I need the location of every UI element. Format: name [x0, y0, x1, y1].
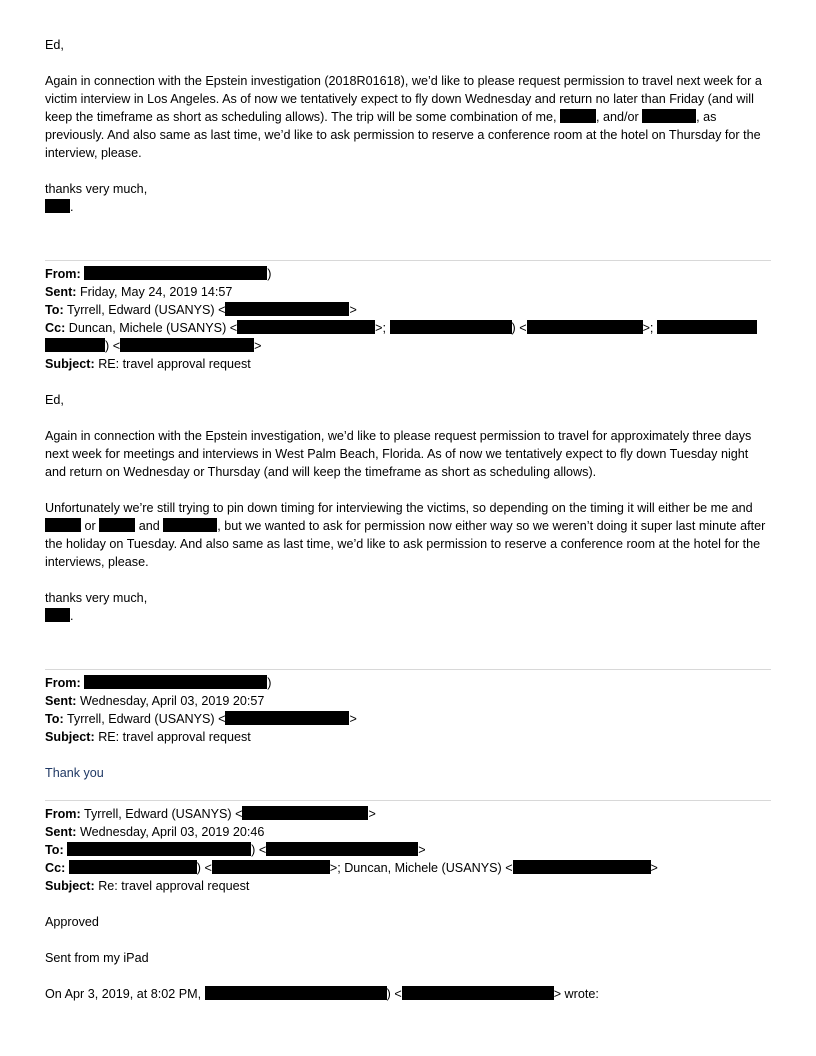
text-fragment: ) — [267, 676, 272, 690]
text-fragment: , as previously. And also same as last time, we’d like to ask permission to reserve a conference room at the hotel on Thursday for the interview, please. — [45, 110, 761, 160]
text-fragment: >; — [642, 321, 657, 335]
greeting: Ed, — [45, 38, 64, 52]
text-fragment: Wednesday, April 03, 2019 20:46 — [79, 825, 265, 839]
text-fragment: , but we wanted to ask for permission now either way so we weren’t doing it super last minute after the holiday on Tuesday. And also same as last time, we’d like to ask permission to reserve a conference room at the hotel for the interviews, please. — [45, 519, 766, 569]
redaction-box — [69, 860, 197, 874]
text-fragment: Duncan, Michele (USANYS) < — [68, 321, 238, 335]
header-label: To: — [45, 303, 64, 317]
quote-attribution — [45, 985, 771, 1003]
redaction-box — [120, 338, 254, 352]
text-fragment: , and/or — [595, 110, 643, 124]
cc-line — [45, 319, 771, 355]
redaction-box — [560, 109, 596, 123]
header-label: From: — [45, 267, 81, 281]
redaction-box — [212, 860, 330, 874]
subject-line — [45, 355, 771, 373]
redaction-box — [163, 518, 217, 532]
body-paragraph: Again in connection with the Epstein investigation, we’d like to please request permission to travel for approximately three days next week for meetings and interviews in West Palm Beach, Florida. As of now we tentatively expect to fly down Tuesday night and return on Wednesday or Thursday (and will keep the timeframe as short as scheduling allows). — [45, 429, 752, 479]
header-label: To: — [45, 843, 64, 857]
signature — [45, 607, 771, 625]
closing: thanks very much, — [45, 182, 148, 196]
text-fragment: Tyrrell, Edward (USANYS) < — [66, 712, 226, 726]
signature — [45, 198, 771, 216]
redaction-box — [657, 320, 757, 334]
header-label: Sent: — [45, 285, 77, 299]
from-line — [45, 265, 771, 283]
redaction-box — [67, 842, 251, 856]
redaction-box — [225, 302, 349, 316]
text-fragment: or — [81, 519, 100, 533]
header-label: Sent: — [45, 694, 77, 708]
body-paragraph — [45, 499, 771, 571]
redaction-box — [84, 266, 267, 280]
header-label: To: — [45, 712, 64, 726]
redaction-box — [45, 199, 70, 213]
text-fragment: and — [135, 519, 164, 533]
text-fragment: > — [349, 303, 357, 317]
reply-body: Thank you — [45, 766, 104, 780]
email-document — [45, 36, 771, 1003]
redaction-box — [513, 860, 651, 874]
redaction-box — [527, 320, 643, 334]
redaction-box — [84, 675, 267, 689]
text-fragment: ) < — [251, 843, 267, 857]
redaction-box — [45, 518, 81, 532]
text-fragment: >; Duncan, Michele (USANYS) < — [329, 861, 513, 875]
text-fragment: Unfortunately we’re still trying to pin down timing for interviewing the victims, so depending on the timing it will either be me and — [45, 501, 753, 515]
header-label: Subject: — [45, 730, 95, 744]
redaction-box — [225, 711, 349, 725]
from-line — [45, 805, 771, 823]
text-fragment: ) < — [105, 339, 121, 353]
header-label: Cc: — [45, 321, 66, 335]
cc-line — [45, 859, 771, 877]
redaction-box — [99, 518, 135, 532]
text-fragment: Again in connection with the Epstein investigation (2018R01618), we’d like to please request permission to travel next week for a victim interview in Los Angeles. As of now we tentatively expect to fly down Wednesday and return no later than Friday (and will keep the timeframe as short as scheduling allows). The trip will be some combination of me, — [45, 74, 762, 124]
text-fragment: Tyrrell, Edward (USANYS) < — [66, 303, 226, 317]
redaction-box — [242, 806, 368, 820]
redaction-box — [642, 109, 696, 123]
redaction-box — [237, 320, 375, 334]
header-label: Sent: — [45, 825, 77, 839]
sent-line — [45, 823, 771, 841]
text-fragment: >; — [375, 321, 390, 335]
mobile-signature: Sent from my iPad — [45, 951, 149, 965]
text-fragment: > — [349, 712, 357, 726]
redaction-box — [402, 986, 554, 1000]
header-label: Cc: — [45, 861, 66, 875]
redaction-box — [205, 986, 387, 1000]
subject-line — [45, 877, 771, 895]
to-line — [45, 301, 771, 319]
redaction-box — [266, 842, 418, 856]
closing: thanks very much, — [45, 591, 148, 605]
redaction-box — [45, 608, 70, 622]
body-paragraph — [45, 72, 771, 162]
text-fragment: > wrote: — [553, 987, 599, 1001]
text-fragment: > — [254, 339, 262, 353]
text-fragment: Friday, May 24, 2019 14:57 — [79, 285, 233, 299]
text-fragment: ) < — [386, 987, 402, 1001]
text-fragment: ) < — [511, 321, 527, 335]
to-line — [45, 710, 771, 728]
greeting: Ed, — [45, 393, 64, 407]
redaction-box — [45, 338, 105, 352]
sent-line — [45, 692, 771, 710]
text-fragment: RE: travel approval request — [98, 730, 251, 744]
header-label: Subject: — [45, 879, 95, 893]
text-fragment: Wednesday, April 03, 2019 20:57 — [79, 694, 265, 708]
subject-line — [45, 728, 771, 746]
text-fragment: Re: travel approval request — [98, 879, 250, 893]
text-fragment: ) — [267, 267, 272, 281]
text-fragment: On Apr 3, 2019, at 8:02 PM, — [45, 987, 205, 1001]
redaction-box — [390, 320, 512, 334]
text-fragment: . — [70, 609, 74, 623]
reply-body: Approved — [45, 915, 99, 929]
header-label: From: — [45, 676, 81, 690]
text-fragment: ) < — [196, 861, 212, 875]
header-label: From: — [45, 807, 81, 821]
text-fragment: > — [650, 861, 658, 875]
text-fragment: > — [368, 807, 376, 821]
sent-line — [45, 283, 771, 301]
to-line — [45, 841, 771, 859]
text-fragment: RE: travel approval request — [98, 357, 251, 371]
from-line — [45, 674, 771, 692]
text-fragment: Tyrrell, Edward (USANYS) < — [83, 807, 243, 821]
text-fragment: . — [70, 200, 74, 214]
text-fragment: > — [418, 843, 426, 857]
header-label: Subject: — [45, 357, 95, 371]
